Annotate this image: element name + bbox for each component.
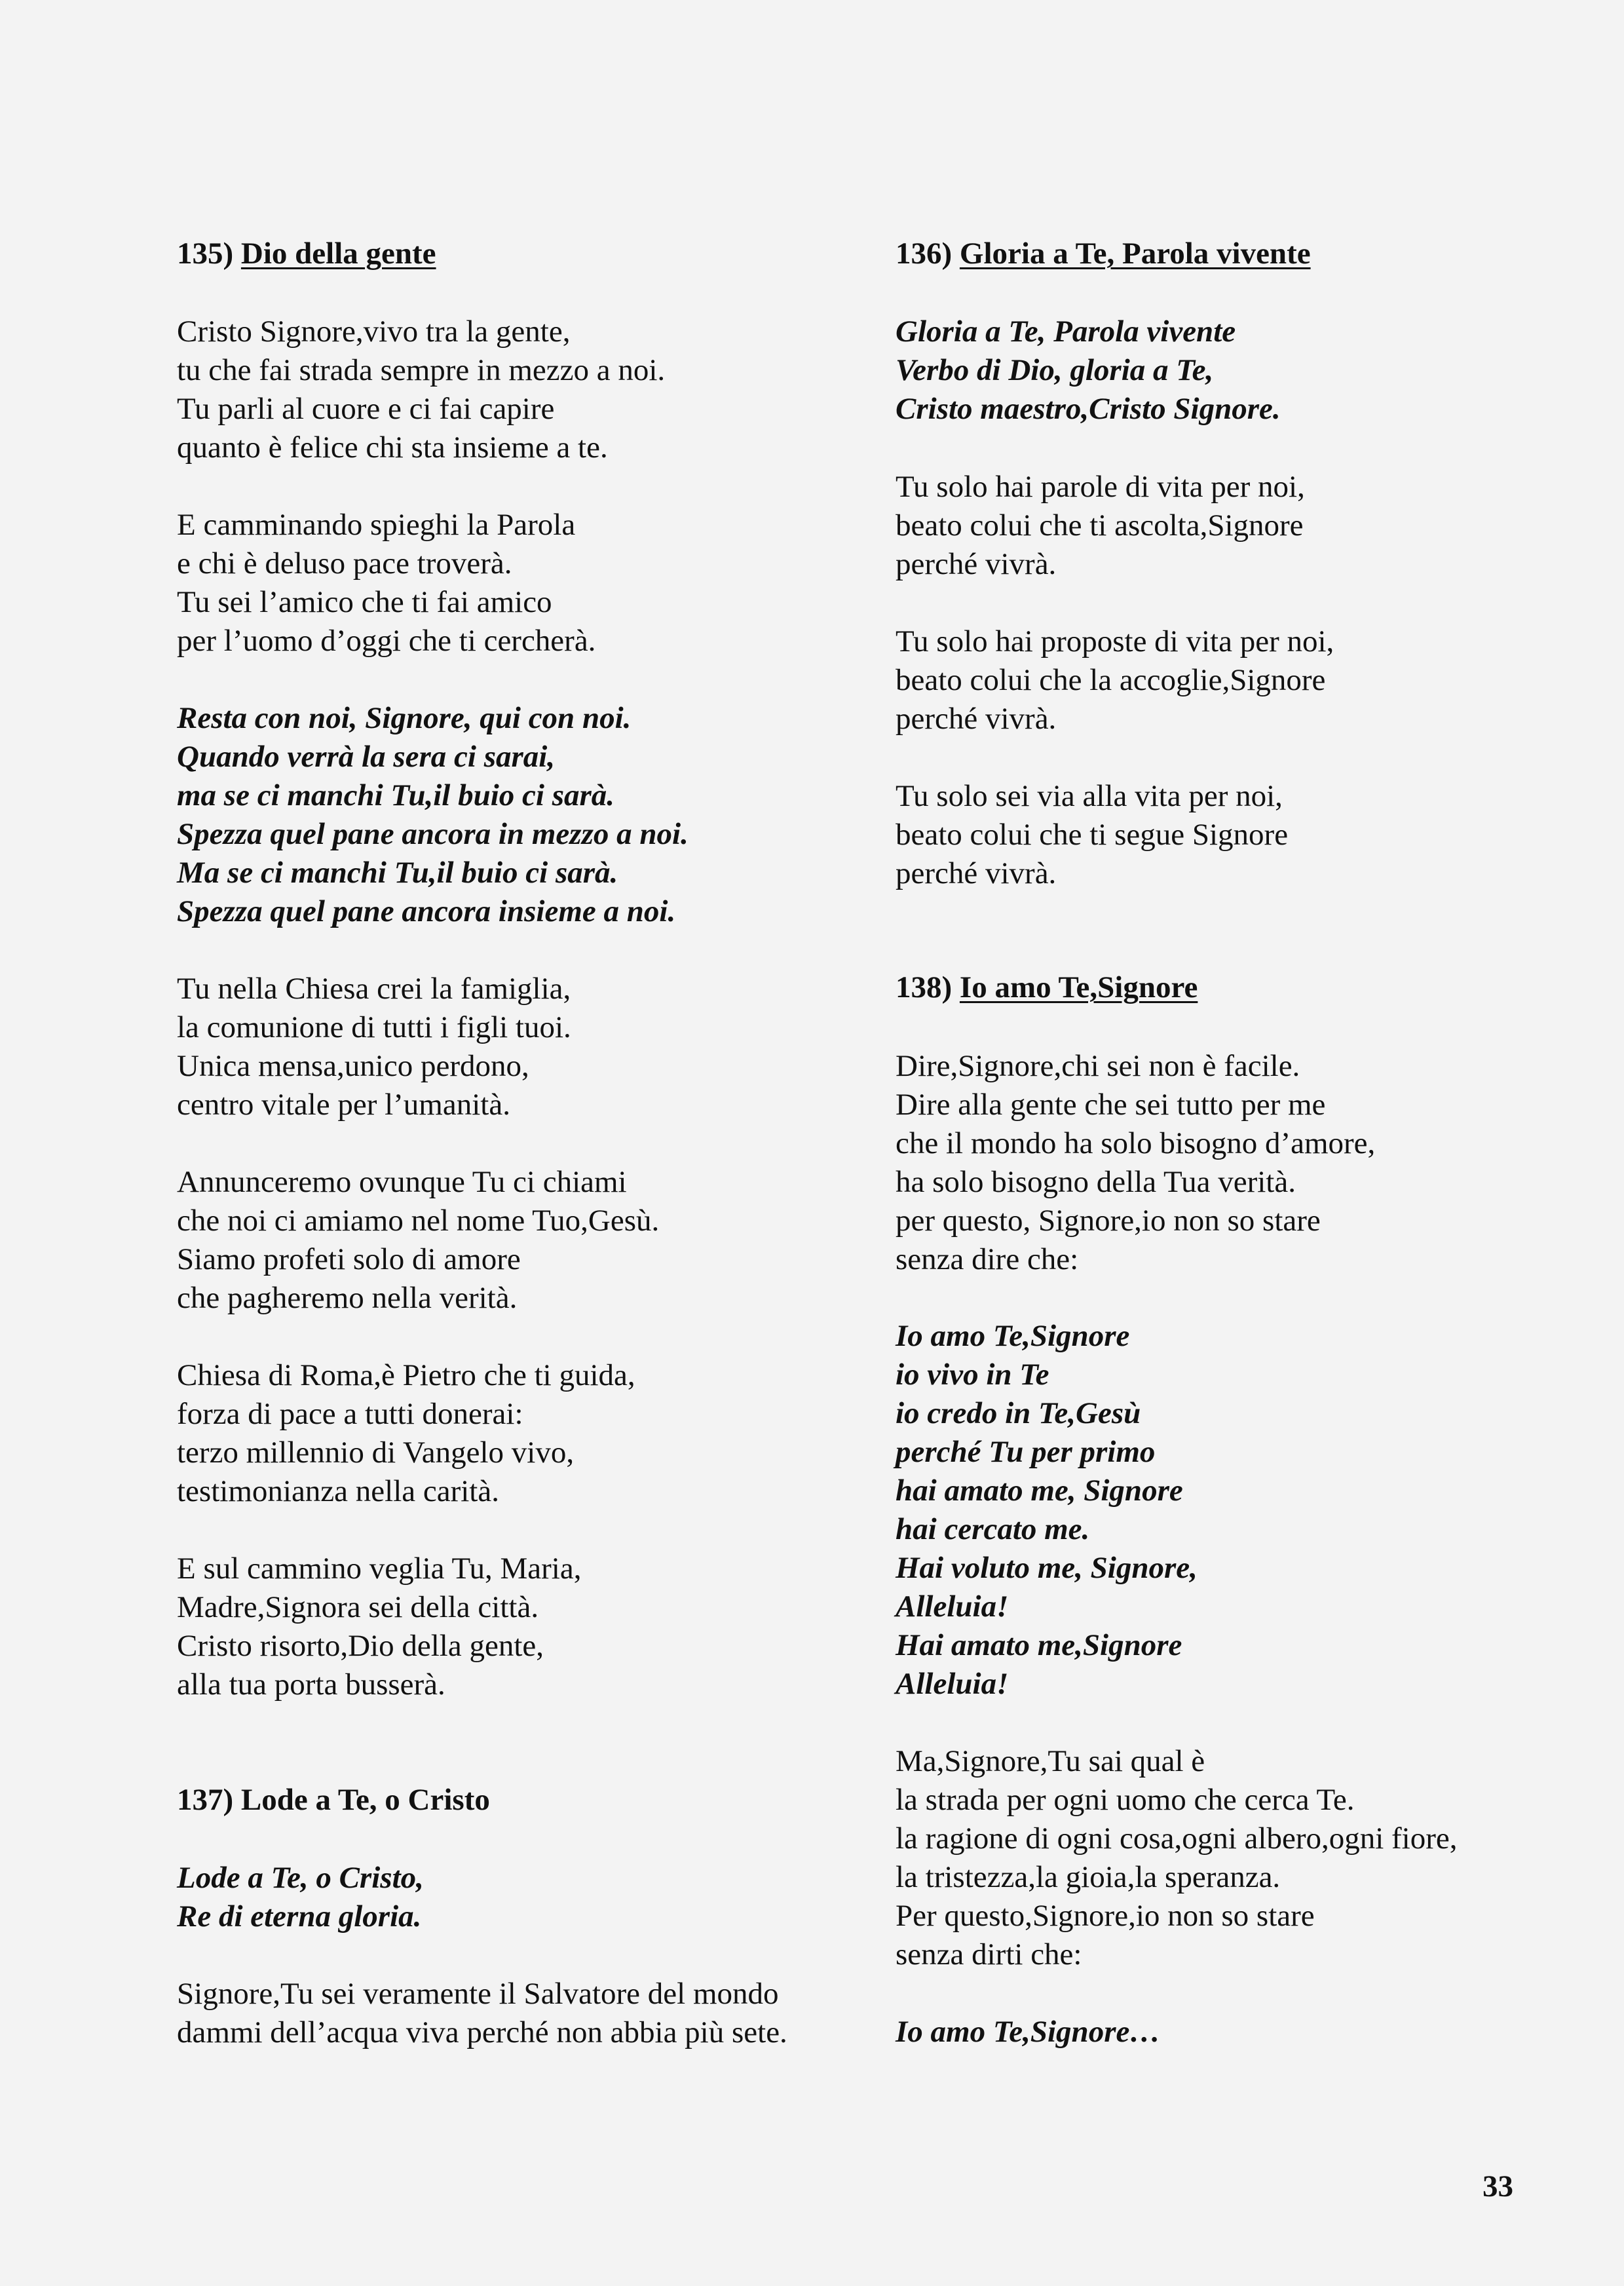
verse-line: centro vitale per l’umanità. — [177, 1088, 510, 1122]
verse-line: Unica mensa,unico perdono, — [177, 1049, 529, 1083]
verse-line: la comunione di tutti i figli tuoi. — [177, 1010, 571, 1044]
verse-line: Cristo Signore,vivo tra la gente, — [177, 314, 571, 349]
refrain-line: Io amo Te,Signore — [896, 1319, 1130, 1353]
song-138-refrain — [896, 1317, 1198, 1704]
refrain-line: Lode a Te, o Cristo, — [177, 1861, 424, 1895]
refrain-line: Cristo maestro,Cristo Signore. — [896, 392, 1281, 426]
song-136-stanza-2 — [896, 622, 1334, 738]
verse-line: Dire,Signore,chi sei non è facile. — [896, 1049, 1300, 1083]
verse-line: dammi dell’acqua viva perché non abbia più sete. — [177, 2015, 787, 2049]
song-135-title: Dio della gente — [240, 237, 436, 271]
refrain-line: Io amo Te,Signore… — [896, 2015, 1161, 2049]
refrain-line: ma se ci manchi Tu,il buio ci sarà. — [177, 778, 615, 812]
song-135-stanza-6 — [177, 1550, 581, 1704]
song-135-refrain — [177, 699, 689, 931]
song-138-title: Io amo Te,Signore — [959, 970, 1198, 1004]
refrain-line: Alleluia! — [896, 1590, 1009, 1624]
song-136-stanza-3 — [896, 777, 1288, 893]
verse-line: la ragione di ogni cosa,ogni albero,ogni fiore, — [896, 1821, 1458, 1856]
page-number: 33 — [1482, 2169, 1513, 2203]
verse-line: Tu solo sei via alla vita per noi, — [896, 779, 1283, 813]
refrain-line: perché Tu per primo — [896, 1435, 1156, 1469]
refrain-line: Resta con noi, Signore, qui con noi. — [177, 701, 632, 735]
song-138-stanza-1 — [896, 1047, 1375, 1279]
verse-line: perché vivrà. — [896, 702, 1057, 736]
verse-line: Siamo profeti solo di amore — [177, 1242, 521, 1276]
verse-line: che il mondo ha solo bisogno d’amore, — [896, 1126, 1376, 1160]
verse-line: Annunceremo ovunque Tu ci chiami — [177, 1165, 627, 1199]
song-135-number: 135) — [177, 237, 234, 271]
verse-line: che pagheremo nella verità. — [177, 1281, 518, 1315]
verse-line: Tu solo hai parole di vita per noi, — [896, 470, 1305, 504]
song-136-refrain — [896, 313, 1281, 429]
verse-line: Tu parli al cuore e ci fai capire — [177, 392, 555, 426]
verse-line: Chiesa di Roma,è Pietro che ti guida, — [177, 1358, 635, 1392]
refrain-line: hai amato me, Signore — [896, 1474, 1183, 1508]
verse-line: quanto è felice chi sta insieme a te. — [177, 430, 608, 465]
refrain-line: hai cercato me. — [896, 1512, 1090, 1546]
verse-line: Ma,Signore,Tu sai qual è — [896, 1744, 1205, 1778]
song-137-verse — [177, 1975, 787, 2052]
verse-line: alla tua porta busserà. — [177, 1667, 445, 1702]
refrain-line: io credo in Te,Gesù — [896, 1396, 1141, 1430]
verse-line: beato colui che la accoglie,Signore — [896, 663, 1326, 697]
song-135-stanza-4 — [177, 1163, 659, 1318]
song-135-stanza-5 — [177, 1356, 635, 1511]
refrain-line: Spezza quel pane ancora in mezzo a noi. — [177, 817, 689, 851]
refrain-line: Quando verrà la sera ci sarai, — [177, 740, 556, 774]
verse-line: forza di pace a tutti donerai: — [177, 1397, 523, 1431]
song-136-number: 136) — [896, 237, 953, 271]
verse-line: Madre,Signora sei della città. — [177, 1590, 539, 1624]
song-138-stanza-2 — [896, 1742, 1458, 1974]
song-135-stanza-3 — [177, 970, 571, 1124]
refrain-line: io vivo in Te — [896, 1358, 1049, 1392]
refrain-line: Alleluia! — [896, 1667, 1009, 1701]
song-136-heading — [896, 236, 1311, 271]
verse-line: ha solo bisogno della Tua verità. — [896, 1165, 1296, 1199]
verse-line: testimonianza nella carità. — [177, 1474, 499, 1508]
verse-line: perché vivrà. — [896, 547, 1057, 581]
verse-line: senza dirti che: — [896, 1937, 1082, 1972]
verse-line: beato colui che ti segue Signore — [896, 818, 1289, 852]
song-137-number: 137) — [177, 1783, 234, 1817]
song-138-refrain-reprise — [896, 2013, 1160, 2051]
song-138-number: 138) — [896, 970, 953, 1004]
verse-line: per l’uomo d’oggi che ti cercherà. — [177, 624, 596, 658]
verse-line: Tu solo hai proposte di vita per noi, — [896, 624, 1334, 658]
verse-line: tu che fai strada sempre in mezzo a noi. — [177, 353, 666, 387]
song-137-heading — [177, 1782, 490, 1818]
verse-line: Signore,Tu sei veramente il Salvatore del mondo — [177, 1977, 779, 2011]
verse-line: la strada per ogni uomo che cerca Te. — [896, 1783, 1355, 1817]
refrain-line: Re di eterna gloria. — [177, 1899, 422, 1934]
verse-line: terzo millennio di Vangelo vivo, — [177, 1436, 575, 1470]
song-135-heading — [177, 236, 436, 271]
refrain-line: Gloria a Te, Parola vivente — [896, 314, 1236, 349]
song-136-title: Gloria a Te, Parola vivente — [959, 237, 1311, 271]
refrain-line: Verbo di Dio, gloria a Te, — [896, 353, 1214, 387]
song-136-stanza-1 — [896, 468, 1305, 584]
verse-line: Tu nella Chiesa crei la famiglia, — [177, 972, 571, 1006]
verse-line: che noi ci amiamo nel nome Tuo,Gesù. — [177, 1204, 660, 1238]
song-135-stanza-2 — [177, 506, 595, 660]
refrain-line: Hai voluto me, Signore, — [896, 1551, 1198, 1585]
refrain-line: Ma se ci manchi Tu,il buio ci sarà. — [177, 856, 618, 890]
song-137-refrain — [177, 1859, 424, 1936]
verse-line: perché vivrà. — [896, 856, 1057, 890]
refrain-line: Hai amato me,Signore — [896, 1628, 1182, 1662]
verse-line: e chi è deluso pace troverà. — [177, 546, 512, 581]
verse-line: E camminando spieghi la Parola — [177, 508, 576, 542]
refrain-line: Spezza quel pane ancora insieme a noi. — [177, 894, 676, 928]
verse-line: senza dire che: — [896, 1242, 1079, 1276]
verse-line: Per questo,Signore,io non so stare — [896, 1899, 1315, 1933]
verse-line: Dire alla gente che sei tutto per me — [896, 1088, 1326, 1122]
verse-line: beato colui che ti ascolta,Signore — [896, 508, 1304, 543]
verse-line: Tu sei l’amico che ti fai amico — [177, 585, 552, 619]
verse-line: per questo, Signore,io non so stare — [896, 1204, 1321, 1238]
verse-line: la tristezza,la gioia,la speranza. — [896, 1860, 1281, 1894]
verse-line: Cristo risorto,Dio della gente, — [177, 1629, 544, 1663]
song-137-title: Lode a Te, o Cristo — [240, 1783, 490, 1817]
song-138-heading — [896, 970, 1198, 1005]
verse-line: E sul cammino veglia Tu, Maria, — [177, 1552, 582, 1586]
song-135-stanza-1 — [177, 313, 665, 467]
